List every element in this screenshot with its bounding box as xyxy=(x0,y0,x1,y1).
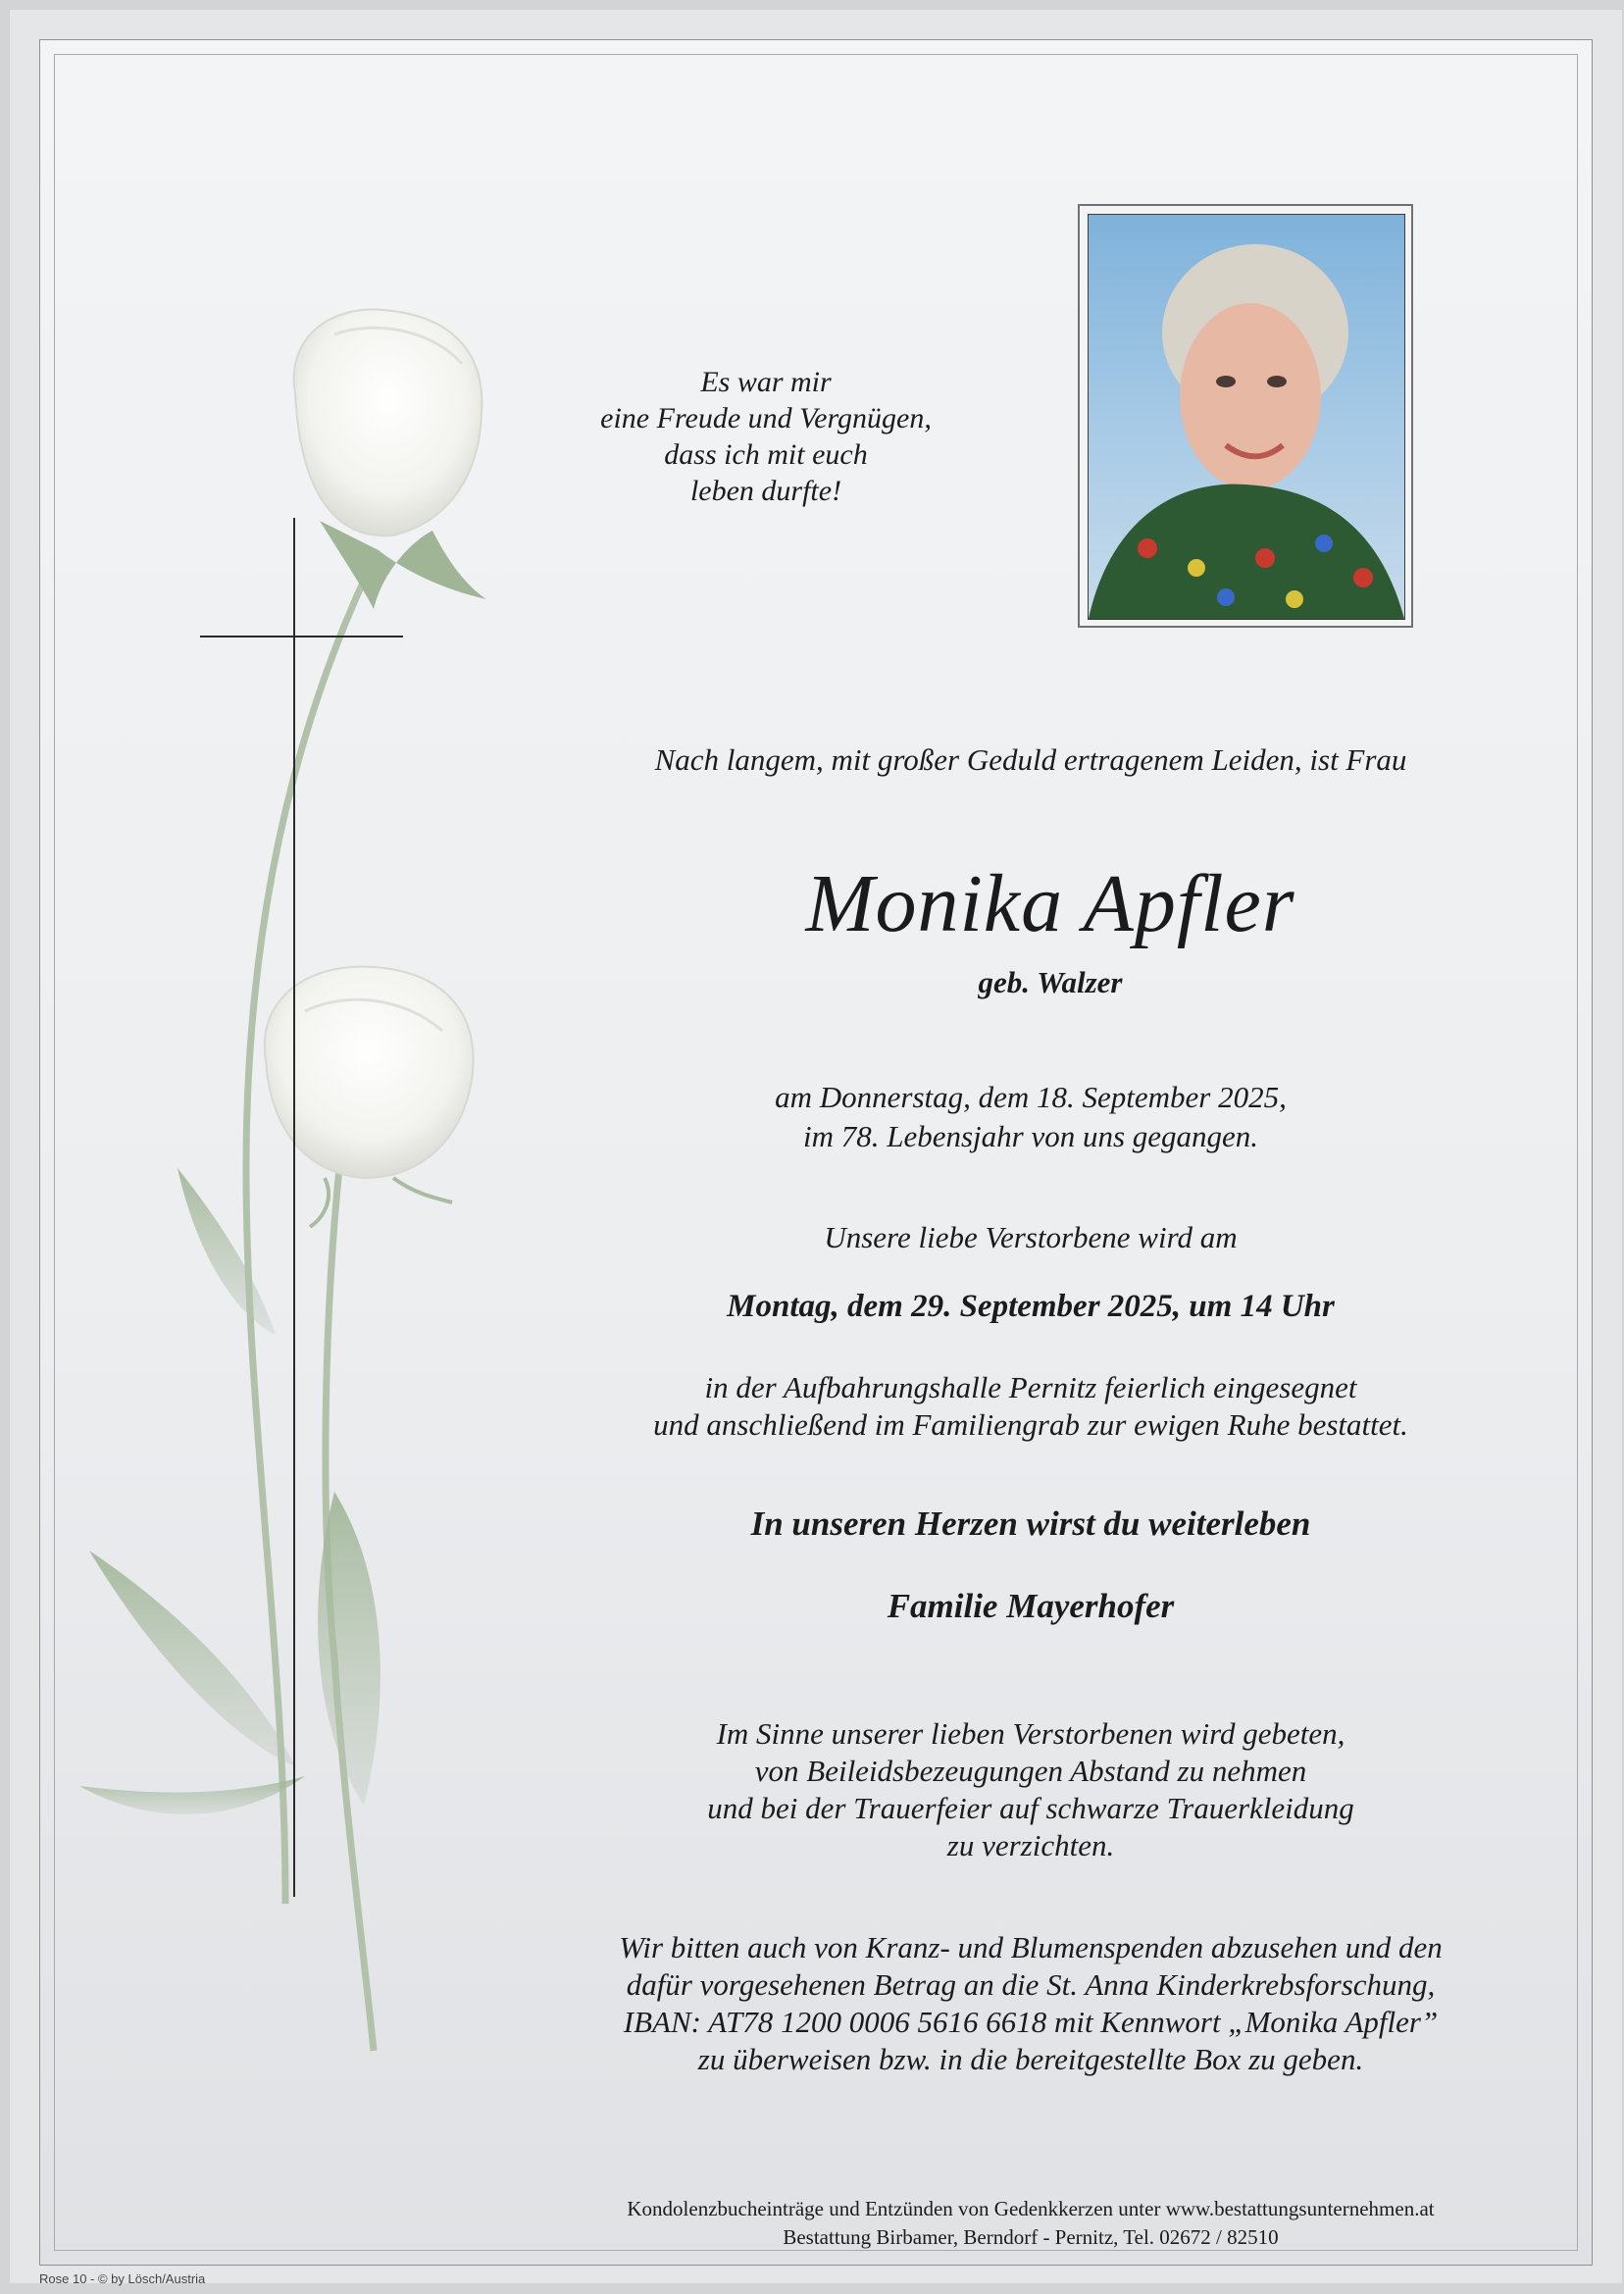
birth-name: geb. Walzer xyxy=(978,965,1123,999)
donation-line: IBAN: AT78 1200 0006 5616 6618 mit Kennwort „Monika Apfler” xyxy=(623,2005,1439,2039)
footer-info xyxy=(472,2195,1590,2252)
intro-text: Nach langem, mit großer Geduld ertragenem Leiden, ist Frau xyxy=(654,742,1407,777)
leaf-shape xyxy=(178,1168,276,1335)
motto-line: Es war mir xyxy=(700,366,832,398)
motto-line: eine Freude und Vergnügen, xyxy=(600,402,932,434)
wish-line: zu verzichten. xyxy=(946,1828,1115,1862)
motto-line: dass ich mit euch xyxy=(664,438,868,471)
wish-line: von Beileidsbezeugungen Abstand zu nehmen xyxy=(754,1754,1307,1788)
family-signature: Familie Mayerhofer xyxy=(887,1587,1175,1625)
wish-line: und bei der Trauerfeier auf schwarze Trauerkleidung xyxy=(707,1791,1354,1825)
leaf-shape xyxy=(89,1551,295,1766)
footer-line: Bestattung Birbamer, Berndorf - Pernitz, Tel. 02672 / 82510 xyxy=(783,2225,1279,2249)
wish-paragraph xyxy=(589,1715,1472,1864)
donation-line: dafür vorgesehenen Betrag an die St. Anna Kinderkrebsforschung, xyxy=(626,1967,1436,2002)
death-line: im 78. Lebensjahr von uns gegangen. xyxy=(802,1119,1259,1153)
footer-line: Kondolenzbucheinträge und Entzünden von Gedenkkerzen unter www.bestattungsunternehmen.at xyxy=(627,2197,1435,2220)
upper-rose-bloom xyxy=(294,309,482,535)
funeral-date: Montag, dem 29. September 2025, um 14 Uhr xyxy=(727,1289,1335,1324)
portrait-image xyxy=(1089,215,1404,619)
funeral-place xyxy=(589,1369,1472,1444)
white-roses-illustration xyxy=(40,40,550,2100)
leaf-shape xyxy=(318,1492,381,1806)
donation-line: zu überweisen bzw. in die bereitgestellte Box zu geben. xyxy=(697,2042,1364,2076)
funeral-place-line: in der Aufbahrungshalle Pernitz feierlich eingesegnet xyxy=(704,1370,1357,1404)
motto-line: leben durfte! xyxy=(689,475,842,507)
death-notice xyxy=(589,1078,1472,1156)
remembrance-line: In unseren Herzen wirst du weiterleben xyxy=(750,1504,1311,1543)
death-line: am Donnerstag, dem 18. September 2025, xyxy=(775,1080,1287,1114)
leaf-shape xyxy=(79,1776,305,1814)
deceased-name: Monika Apfler xyxy=(805,858,1295,949)
motto-verse xyxy=(560,364,972,509)
wish-line: Im Sinne unserer lieben Verstorbenen wird gebeten, xyxy=(716,1716,1345,1751)
donation-line: Wir bitten auch von Kranz- und Blumenspenden abzusehen und den xyxy=(619,1930,1443,1964)
portrait-photo xyxy=(1088,214,1405,620)
announcement-text: Unsere liebe Verstorbene wird am xyxy=(824,1220,1238,1254)
portrait-frame xyxy=(1078,204,1413,628)
rose-sepals xyxy=(320,521,486,609)
funeral-place-line: und anschließend im Familiengrab zur ewigen Ruhe bestattet. xyxy=(653,1407,1408,1442)
lower-rose-bloom xyxy=(265,967,474,1178)
design-credit: Rose 10 - © by Lösch/Austria xyxy=(39,2271,206,2286)
obituary-card xyxy=(39,39,1593,2266)
donation-paragraph xyxy=(550,1929,1511,2078)
sheet-background xyxy=(10,10,1622,2286)
